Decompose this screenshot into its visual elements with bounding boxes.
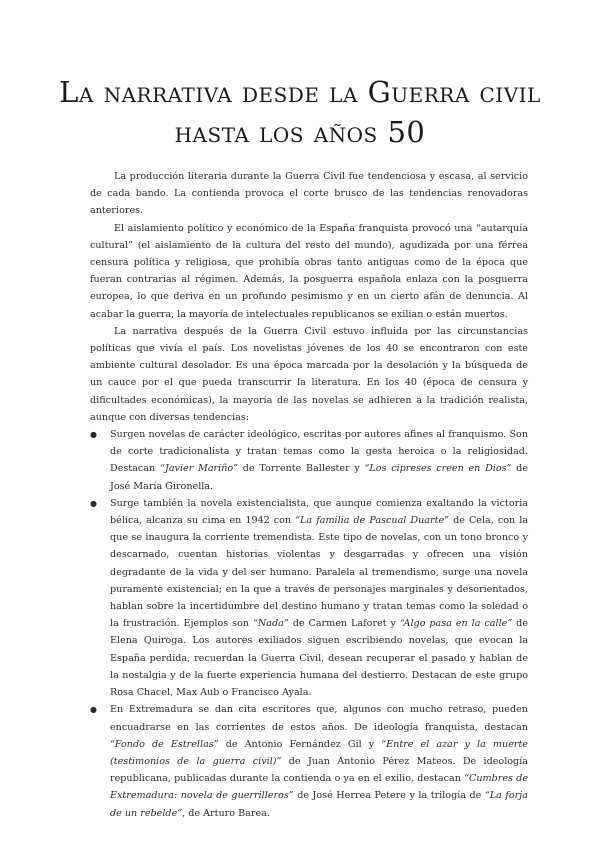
text-segment: de Cela, con la que se inaugura la corriente tremendista. Este tipo de novelas, con un tono bronco y descarnado, cuentan historias violentas y desgarradas y ofrecen una visión degradante de la vida y del ser humano. Paralela al tremendismo, surge una novela puramente existencial; en la que a través de personajes marginales y desorientados, hablan sobre la incertidumbre del destino humano y tratan temas como la soledad o la frustración. Ejemplos son xyxy=(110,515,528,630)
body-text xyxy=(90,168,528,822)
text-segment: de Torrente Ballester y xyxy=(238,463,365,475)
paragraph-intro: La producción literaria durante la Guerra Civil fue tendenciosa y escasa, al servicio de cada bando. La contienda provoca el corte brusco de las tendencias renovadoras anteriores. xyxy=(90,171,528,217)
paragraph-aislamiento: El aislamiento político y económico de la España franquista provocó una “autarquía cultural” (el aislamiento de la cultura del resto del mundo), agudizada por una férrea censura política y religiosa, que prohibía obras tanto antiguas como de la época que fueran contrarias al régimen. Además, la posguerra española enlaza con la posguerra europea, lo que deriva en un profundo pesimismo y en un cierto afán de denuncia. Al acabar la guerra, la mayoría de intelectuales republicanos se exilian o están muertos. xyxy=(90,222,528,320)
text-segment: Surgen novelas de carácter ideológico, escritas por autores afines al franquismo. Son de corte tradicionalista y tratan temas como la gesta heroica o la religiosidad. Destacan xyxy=(110,429,528,475)
tendencias-list xyxy=(90,426,528,822)
book-title: “La familia de Pascual Duarte” xyxy=(295,515,450,527)
text-segment: En Extremadura se dan cita escritores que, algunos con mucho retraso, pueden encuadrarse en las corrientes de estos años. De ideología franquista, destacan xyxy=(110,704,528,733)
list-item-existencialista xyxy=(90,495,528,701)
text-segment: de José Herrea Petere y la trilogía de xyxy=(293,790,485,802)
text-segment: de José María Gironella. xyxy=(110,463,528,492)
book-title: “Algo pasa en la calle” xyxy=(399,618,513,630)
book-title: “Nada” xyxy=(252,618,289,630)
book-title: “Entre el azar y la muerte (testimonios de la guerra civil)” xyxy=(110,738,528,767)
text-segment: de Elena Quiroga. Los autores exiliados siguen escribiendo novelas, que evocan la España perdida, recuerdan la Guerra Civil, desean recuperar el pasado y hablan de la nostalgia y de la fuerte experiencia humana del destierro. Destacan de este grupo Rosa Chacel, Max Aub o Francisco Ayala. xyxy=(110,618,529,699)
page-title: La narrativa desde la Guerra civil hasta los años 50 xyxy=(59,75,541,149)
book-title: “La forja de un rebelde” xyxy=(110,790,528,819)
text-segment: , de Arturo Barea. xyxy=(182,807,270,819)
book-title: “Cumbres de Extremadura: novela de guerrilleros” xyxy=(110,773,528,802)
text-segment: de Juan Antonio Pérez Mateos. De ideología republicana, publicadas durante la contienda o ya en el exilio, destacan xyxy=(110,755,528,785)
text-segment: de Carmen Laforet y xyxy=(288,618,400,630)
book-title: “Fondo de Estrellas” xyxy=(110,738,219,750)
text-segment: Surge también la novela existencialista, que aunque comienza exaltando la victoria bélica, alcanza su cima en 1942 con xyxy=(110,497,528,527)
list-item-ideologica xyxy=(90,426,528,495)
book-title: “Javier Mariño” xyxy=(159,463,239,475)
book-title: “Los cipreses creen en Dios” xyxy=(364,463,512,475)
paragraph-narrativa: La narrativa después de la Guerra Civil estuvo influida por las circunstancias políticas que vivía el país. Los novelistas jóvenes de los 40 se encontraron con este ambiente cultural desolador. Es una época marcada por la desolación y la búsqueda de un cauce por el que pueda transcurrir la literatura. En los 40 (época de censura y dificultades económicas), la mayoría de las novelas se adhieren a la tradición realista, aunque con diversas tendencias: xyxy=(90,325,528,423)
text-segment: de Antonio Fernández Gil y xyxy=(218,738,382,750)
list-item-extremadura xyxy=(90,701,528,821)
